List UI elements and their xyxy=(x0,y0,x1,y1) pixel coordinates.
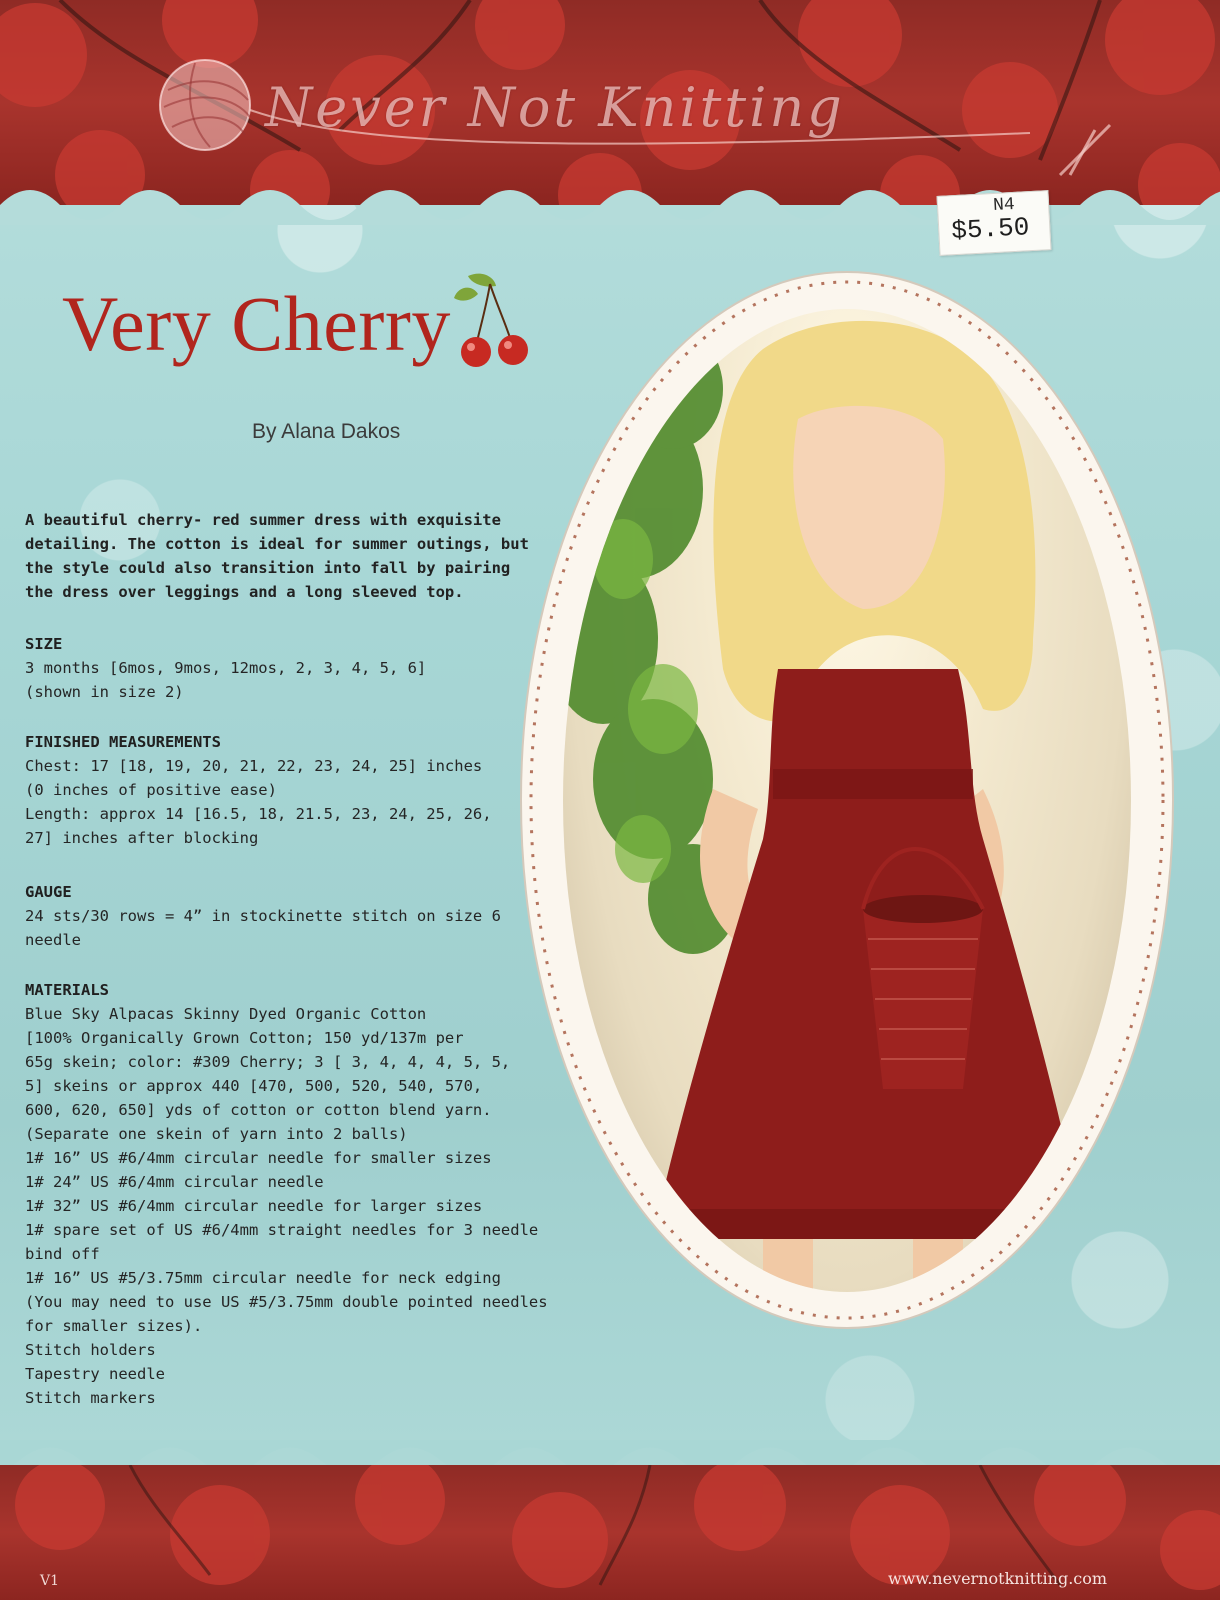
size-heading: SIZE xyxy=(25,635,63,653)
intro-line: detailing. The cotton is ideal for summer outings, but xyxy=(25,535,529,553)
materials-line: bind off xyxy=(25,1245,100,1263)
pattern-author: By Alana Dakos xyxy=(252,420,401,443)
girl-in-cherry-dress-image xyxy=(563,309,1131,1292)
materials-line: for smaller sizes). xyxy=(25,1317,203,1335)
materials-line: 1# 24” US #6/4mm circular needle xyxy=(25,1173,324,1191)
materials-line: 1# 16” US #6/4mm circular needle for smaller sizes xyxy=(25,1149,492,1167)
gauge-heading: GAUGE xyxy=(25,883,72,901)
photo-image xyxy=(563,309,1131,1292)
materials-line: [100% Organically Grown Cotton; 150 yd/137m per xyxy=(25,1029,464,1047)
gauge-line: 24 sts/30 rows = 4” in stockinette stitch on size 6 xyxy=(25,907,501,925)
materials-line: 5] skeins or approx 440 [470, 500, 520, 540, 570, xyxy=(25,1077,483,1095)
page-code: V1 xyxy=(40,1573,60,1589)
price-code: N4 xyxy=(992,194,1016,217)
materials-heading: MATERIALS xyxy=(25,981,109,999)
model-photo xyxy=(515,265,1180,1335)
measurements-line: (0 inches of positive ease) xyxy=(25,781,277,799)
pattern-title: Very Cherry xyxy=(62,280,451,367)
materials-line: 1# spare set of US #6/4mm straight needles for 3 needle xyxy=(25,1221,539,1239)
price-value: $5.50 xyxy=(950,212,1031,247)
gauge-line: needle xyxy=(25,931,81,949)
brand-name: Never Not Knitting xyxy=(265,76,845,139)
materials-line: Blue Sky Alpacas Skinny Dyed Organic Cotton xyxy=(25,1005,427,1023)
materials-line: 1# 32” US #6/4mm circular needle for larger sizes xyxy=(25,1197,483,1215)
materials-line: 65g skein; color: #309 Cherry; 3 [ 3, 4, 4, 4, 5, 5, xyxy=(25,1053,511,1071)
materials-line: 600, 620, 650] yds of cotton or cotton blend yarn. xyxy=(25,1101,492,1119)
measurements-line: Chest: 17 [18, 19, 20, 21, 22, 23, 24, 25] inches xyxy=(25,757,483,775)
materials-line: Stitch markers xyxy=(25,1389,156,1407)
price-sticker xyxy=(937,190,1052,256)
website-link[interactable]: www.nevernotknitting.com xyxy=(888,1569,1108,1588)
materials-line: (You may need to use US #5/3.75mm double pointed needles xyxy=(25,1293,548,1311)
intro-line: A beautiful cherry- red summer dress with exquisite xyxy=(25,511,501,529)
intro-paragraph xyxy=(25,508,565,604)
size-line: 3 months [6mos, 9mos, 12mos, 2, 3, 4, 5, 6] xyxy=(25,659,427,677)
intro-line: the dress over leggings and a long sleeved top. xyxy=(25,583,464,601)
materials-line: 1# 16” US #5/3.75mm circular needle for neck edging xyxy=(25,1269,501,1287)
measurements-line: Length: approx 14 [16.5, 18, 21.5, 23, 24, 25, 26, xyxy=(25,805,492,823)
intro-line: the style could also transition into fall by pairing xyxy=(25,559,511,577)
measurements-heading: FINISHED MEASUREMENTS xyxy=(25,733,221,751)
size-line: (shown in size 2) xyxy=(25,683,184,701)
materials-line: Stitch holders xyxy=(25,1341,156,1359)
measurements-line: 27] inches after blocking xyxy=(25,829,259,847)
materials-line: (Separate one skein of yarn into 2 balls) xyxy=(25,1125,408,1143)
materials-line: Tapestry needle xyxy=(25,1365,165,1383)
